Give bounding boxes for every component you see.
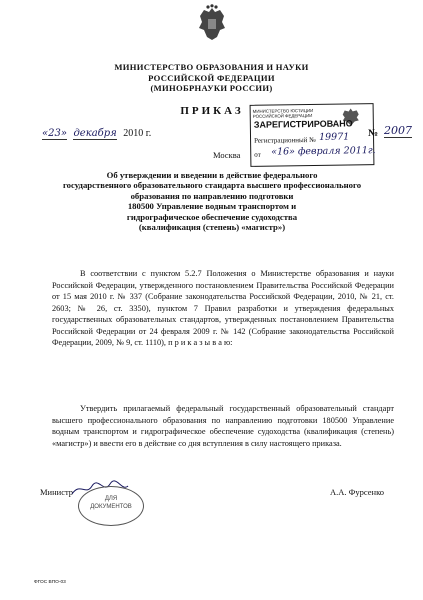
stamp-reg-number: 19971	[318, 131, 350, 143]
document-type: ПРИКАЗ	[180, 105, 244, 117]
ministry-name-line3: (МИНОБРНАУКИ РОССИИ)	[150, 83, 273, 93]
document-title	[62, 170, 362, 232]
signer-name: А.А. Фурсенко	[330, 487, 385, 497]
stamp-text-line2: ДОКУМЕНТОВ	[90, 504, 132, 510]
ministry-name-line1: МИНИСТЕРСТВО ОБРАЗОВАНИЯ И НАУКИ	[114, 62, 309, 72]
title-line: образования по направлению подготовки	[130, 190, 294, 201]
order-number-label: №	[368, 128, 379, 139]
order-day: «23»	[42, 128, 67, 139]
preamble-paragraph: В соответствии с пунктом 5.2.7 Положения о Министерстве образования и науки Российской Федерации, утвержденного постановлением Правительства Российской Федерации от 15 мая 2010 г. № 337 (Собрание законодательства Российской Федерации, 2010, № 21, ст. 2603; № 26, ст. 3350), пунктом 7 Правил разработки и утверждения федеральных государственных образовательных стандартов, утвержденных постановлением Правительства Российской Федерации от 24 февраля 2009 г. № 142 (Собрание законодательства Российской Федерации, 2009, № 9, ст. 1110), п р и к а з ы в а ю:	[52, 269, 394, 347]
order-date	[42, 128, 151, 139]
title-line: государственного образовательного стандарта высшего профессионального	[62, 180, 362, 191]
signer-role: Министр	[40, 487, 74, 497]
title-line: Об утверждении и введении в действие федерального	[106, 170, 318, 180]
ministry-header	[90, 62, 333, 94]
stamp-from-label: от	[254, 150, 261, 159]
decree-paragraph: Утвердить прилагаемый федеральный государственный образовательный стандарт высшего профессионального образования по направлению подготовки 180500 Управление водным транспортом и гидрографическое обеспечение судоходства (квалификация (степень) «магистр») и ввести его в действие со дня вступления в силу настоящего приказа.	[52, 404, 394, 448]
for-documents-stamp	[78, 486, 144, 526]
stamp-title: ЗАРЕГИСТРИРОВАНО	[253, 118, 353, 130]
title-line: гидрографическое обеспечение судоходства	[126, 211, 298, 222]
registration-stamp	[250, 103, 375, 167]
coat-of-arms-icon	[196, 4, 228, 44]
stamp-organization: МИНИСТЕРСТВО ЮСТИЦИИ РОССИЙСКОЙ ФЕДЕРАЦИИ	[252, 107, 314, 119]
order-month: декабря	[73, 128, 117, 139]
footer-code: ФГОС ВПО-03	[34, 580, 66, 585]
stamp-reg-date: «16» февраля 2011г.	[271, 145, 376, 158]
order-number: 2007	[384, 124, 412, 137]
stamp-text-line1: ДЛЯ	[104, 496, 118, 502]
stamp-reg-label: Регистрационный №	[254, 135, 316, 145]
title-line: 180500 Управление водным транспортом и	[127, 201, 297, 212]
order-year: 2010 г.	[123, 128, 152, 139]
title-line: (квалификация (степень) «магистр»)	[138, 222, 286, 233]
ministry-name-line2: РОССИЙСКОЙ ФЕДЕРАЦИИ	[148, 72, 275, 83]
order-city: Москва	[213, 150, 241, 160]
